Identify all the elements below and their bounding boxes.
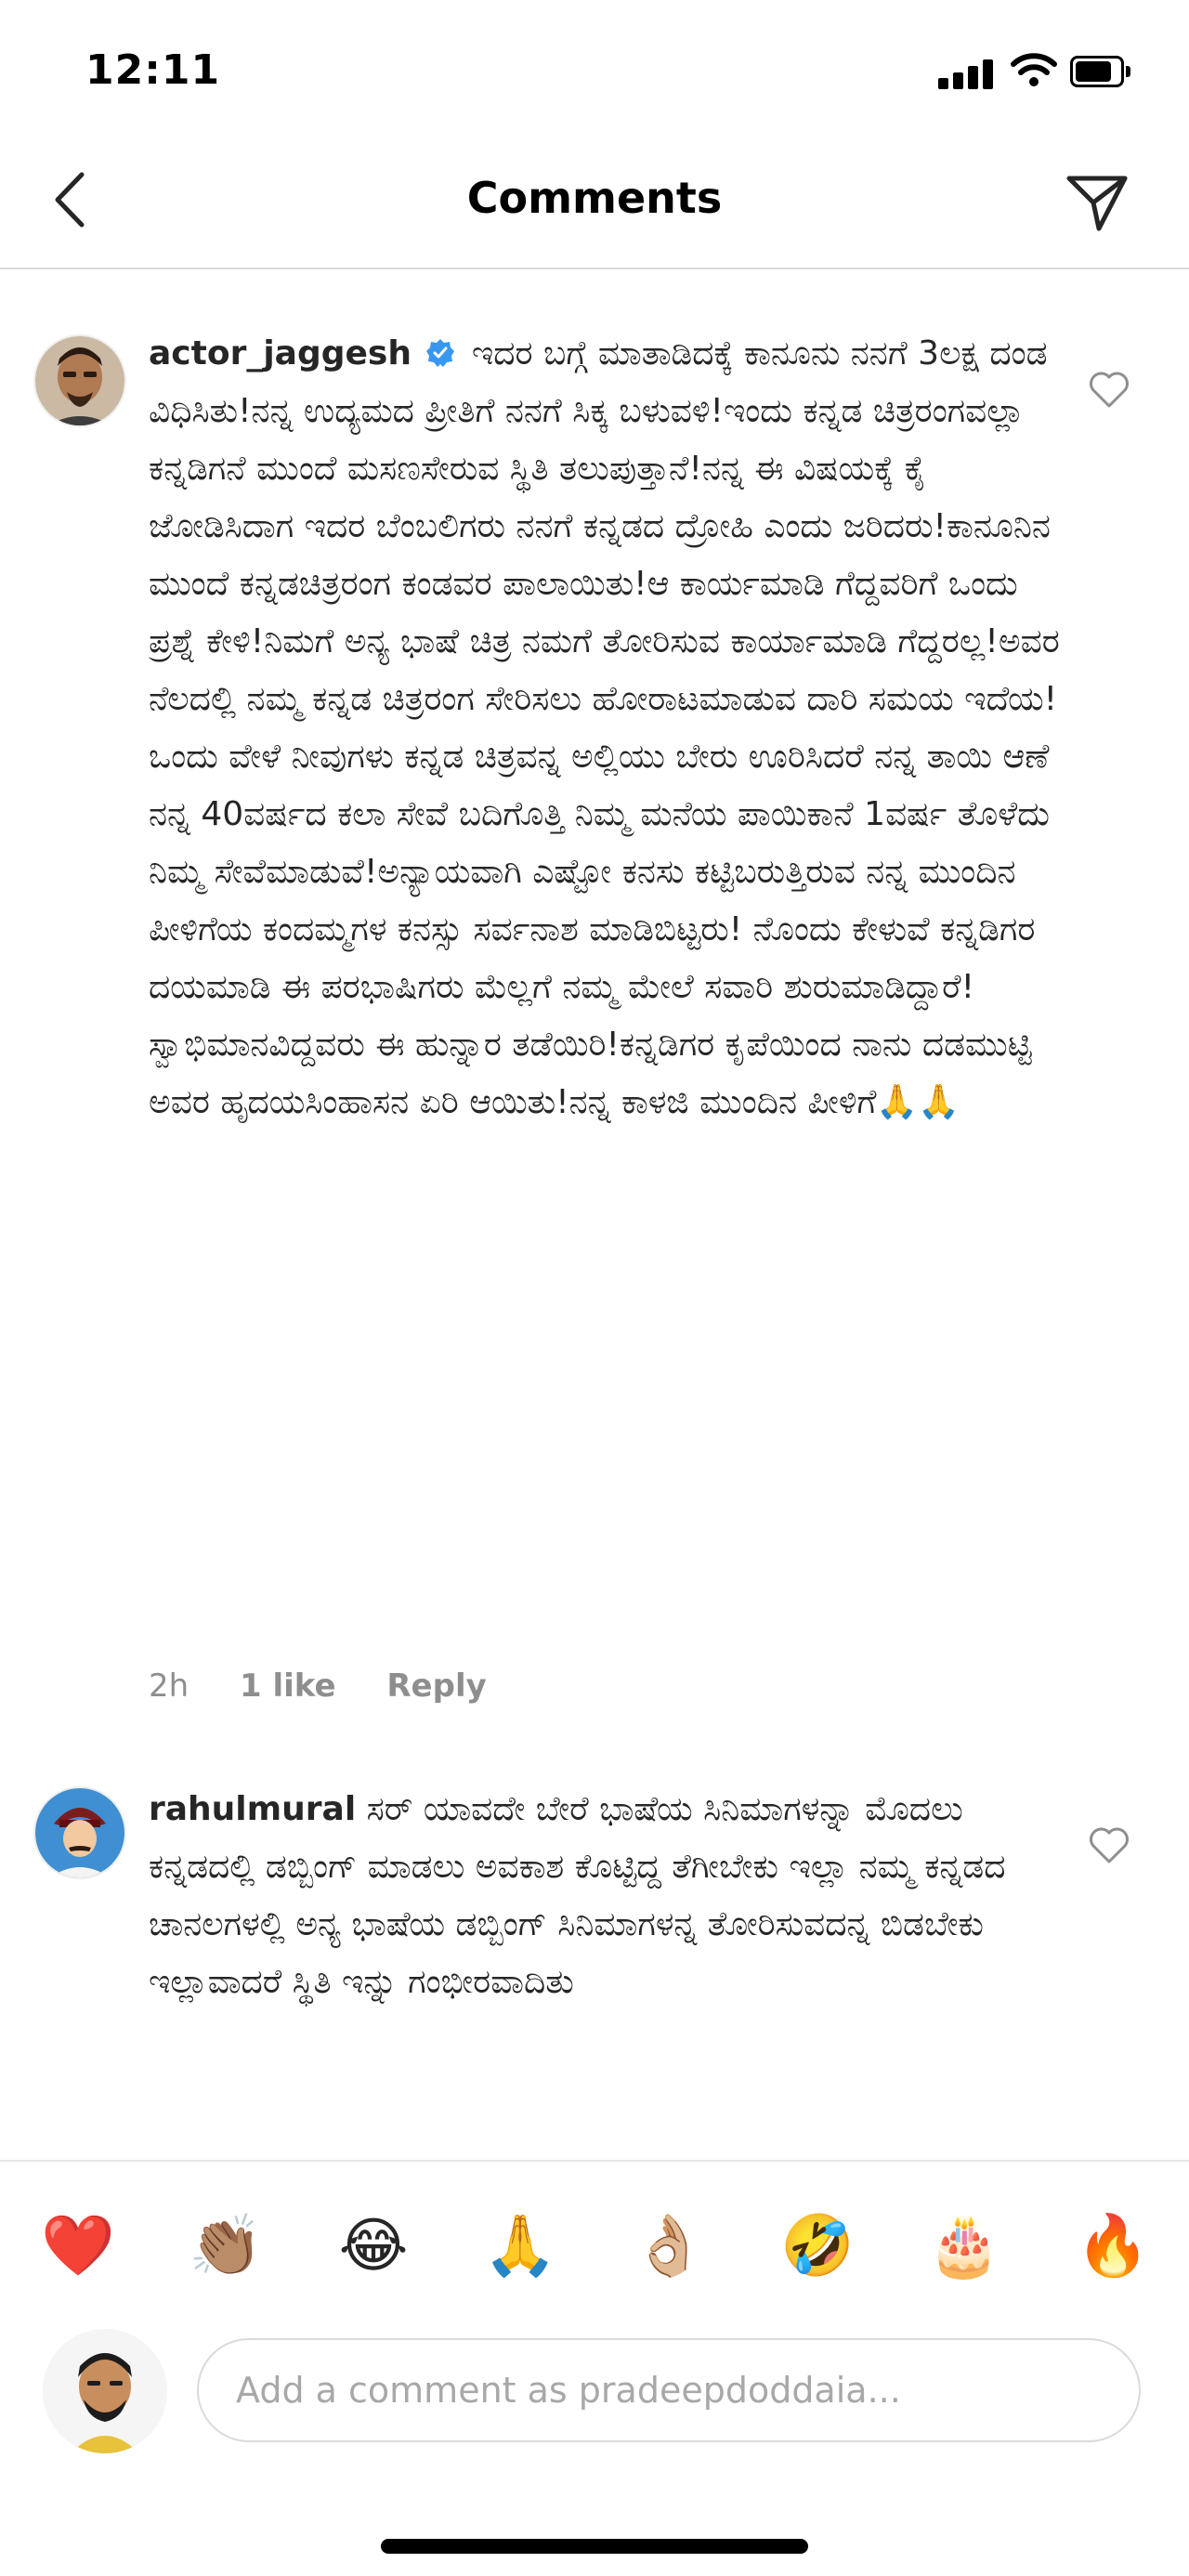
user-avatar-image — [35, 336, 124, 425]
tears-of-joy-emoji-button[interactable]: 😂 — [338, 2212, 409, 2281]
page-title: Comments — [466, 173, 723, 223]
comment-input-bar — [0, 2318, 1189, 2457]
cellular-signal-icon — [938, 56, 994, 89]
clapping-hands-emoji-button[interactable]: 👏🏽 — [189, 2212, 263, 2281]
emoji-quick-bar — [0, 2160, 1189, 2320]
red-heart-emoji-button[interactable]: ❤️ — [41, 2212, 115, 2281]
comment-input[interactable] — [197, 2338, 1141, 2442]
status-time: 12:11 — [85, 46, 221, 94]
home-indicator[interactable] — [381, 2539, 808, 2554]
reply-button[interactable]: Reply — [386, 1667, 487, 1705]
direct-share-icon[interactable] — [1064, 169, 1130, 236]
fire-emoji-button[interactable]: 🔥 — [1076, 2212, 1150, 2281]
verified-badge-icon — [425, 338, 455, 368]
comment-text: ಸರ್ ಯಾವದೇ ಬೇರೆ ಭಾಷೆಯ ಸಿನಿಮಾಗಳನ್ನಾ ಮೊದಲು ಕನ್ನಡದಲ್ಲಿ ಡಬ್ಬಿಂಗ್ ಮಾಡಲು ಅವಕಾಶ ಕೊಟ್ಟಿದ್ದ ತೆಗೀಬೇಕು ಇಲ್ಲಾ ನಮ್ಮ ಕನ್ನಡದ ಚಾನಲಗಳಲ್ಲಿ ಅನ್ಯ ಭಾಷೆಯ ಡಬ್ಬಿಂಗ್ ಸಿನಿಮಾಗಳನ್ನ ತೋರಿಸುವದನ್ನ ಬಿಡಬೇಕು ಇಲ್ಲಾವಾದರೆ ಸ್ಥಿತಿ ಇನ್ನು ಗಂಭೀರವಾದಿತು — [149, 1790, 1006, 2001]
ok-hand-emoji-button[interactable]: 👌🏼 — [632, 2212, 706, 2281]
avatar[interactable] — [33, 1786, 126, 1879]
like-heart-icon[interactable] — [1089, 1827, 1130, 1864]
comment-body — [149, 325, 1068, 1131]
comment-username[interactable]: rahulmural — [149, 1790, 357, 1828]
battery-icon — [1070, 56, 1124, 87]
nav-header — [0, 139, 1189, 269]
like-heart-icon[interactable] — [1089, 372, 1130, 409]
folded-hands-emoji-button[interactable]: 🙏 — [483, 2212, 557, 2281]
comment-body — [149, 1781, 1068, 2011]
comment-meta — [149, 1667, 528, 1705]
comment-username[interactable]: actor_jaggesh — [149, 334, 412, 373]
status-bar — [0, 0, 1189, 139]
current-user-avatar-image — [43, 2329, 167, 2453]
avatar[interactable] — [33, 334, 126, 427]
birthday-cake-emoji-button[interactable]: 🎂 — [927, 2212, 1001, 2281]
comment-text: ಇದರ ಬಗ್ಗೆ ಮಾತಾಡಿದಕ್ಕೆ ಕಾನೂನು ನನಗೆ 3ಲಕ್ಷ ದಂಡ ವಿಧಿಸಿತು!ನನ್ನ ಉದ್ಯಮದ ಪ್ರೀತಿಗೆ ನನಗೆ ಸಿಕ್ಕ ಬಳುವಳಿ!ಇಂದು ಕನ್ನಡ ಚಿತ್ರರಂಗವಲ್ಲಾ ಕನ್ನಡಿಗನೆ ಮುಂದೆ ಮಸಣಸೇರುವ ಸ್ಥಿತಿ ತಲುಪುತ್ತಾನೆ!ನನ್ನ ಈ ವಿಷಯಕ್ಕೆ ಕೈ ಜೋಡಿಸಿದಾಗ ಇದರ ಬೆಂಬಲಿಗರು ನನಗೆ ಕನ್ನಡದ ದ್ರೋಹಿ ಎಂದು ಜರಿದರು!ಕಾನೂನಿನ ಮುಂದೆ ಕನ್ನಡಚಿತ್ರರಂಗ ಕಂಡವರ ಪಾಲಾಯಿತು!ಆ ಕಾರ್ಯಮಾಡಿ ಗೆದ್ದವರಿಗೆ ಒಂದು ಪ್ರಶ್ನೆ ಕೇಳಿ!ನಿಮಗೆ ಅನ್ಯ ಭಾಷೆ ಚಿತ್ರ ನಮಗೆ ತೋರಿಸುವ ಕಾರ್ಯಾಮಾಡಿ ಗೆದ್ದರಲ್ಲ!ಅವರ ನೆಲದಲ್ಲಿ ನಮ್ಮ ಕನ್ನಡ ಚಿತ್ರರಂಗ ಸೇರಿಸಲು ಹೋರಾಟಮಾಡುವ ದಾರಿ ಸಮಯ ಇದೆಯ!ಒಂದು ವೇಳೆ ನೀವುಗಳು ಕನ್ನಡ ಚಿತ್ರವನ್ನ ಅಲ್ಲಿಯು ಬೇರು ಊರಿಸಿದರೆ ನನ್ನ ತಾಯಿ ಆಣೆ ನನ್ನ 40ವರ್ಷದ ಕಲಾ ಸೇವೆ ಬದಿಗೊತ್ತಿ ನಿಮ್ಮ ಮನೆಯ ಪಾಯಿಕಾನೆ 1ವರ್ಷ ತೊಳೆದು ನಿಮ್ಮ ಸೇವೆಮಾಡುವೆ!ಅನ್ಯಾಯವಾಗಿ ಎಷ್ಟೋ ಕನಸು ಕಟ್ಟಿಬರುತ್ತಿರುವ ನನ್ನ ಮುಂದಿನ ಪೀಳಿಗೆಯ ಕಂದಮ್ಮಗಳ ಕನಸ್ಸು ಸರ್ವನಾಶ ಮಾಡಿಬಿಟ್ಟರು! ನೊಂದು ಕೇಳುವೆ ಕನ್ನಡಿಗರ ದಯಮಾಡಿ ಈ ಪರಭಾಷಿಗರು ಮೆಲ್ಲಗೆ ನಮ್ಮ ಮೇಲೆ ಸವಾರಿ ಶುರುಮಾಡಿದ್ದಾರೆ!ಸ್ವಾಭಿಮಾನವಿದ್ದವರು ಈ ಹುನ್ನಾರ ತಡೆಯಿರಿ!ಕನ್ನಡಿಗರ ಕೃಪೆಯಿಂದ ನಾನು ದಡಮುಟ್ಟಿ ಅವರ ಹೃದಯಸಿಂಹಾಸನ ಏರಿ ಆಯಿತು!ನನ್ನ ಕಾಳಜಿ ಮುಂದಿನ ಪೀಳಿಗೆ🙏🙏 — [149, 334, 1060, 1121]
user-avatar-image — [35, 1788, 124, 1877]
comment-timestamp: 2h — [149, 1667, 189, 1705]
rofl-emoji-button[interactable]: 🤣 — [780, 2212, 855, 2281]
current-user-avatar — [43, 2329, 167, 2453]
wifi-icon — [1011, 51, 1057, 88]
comment-likes-count[interactable]: 1 like — [240, 1667, 336, 1705]
